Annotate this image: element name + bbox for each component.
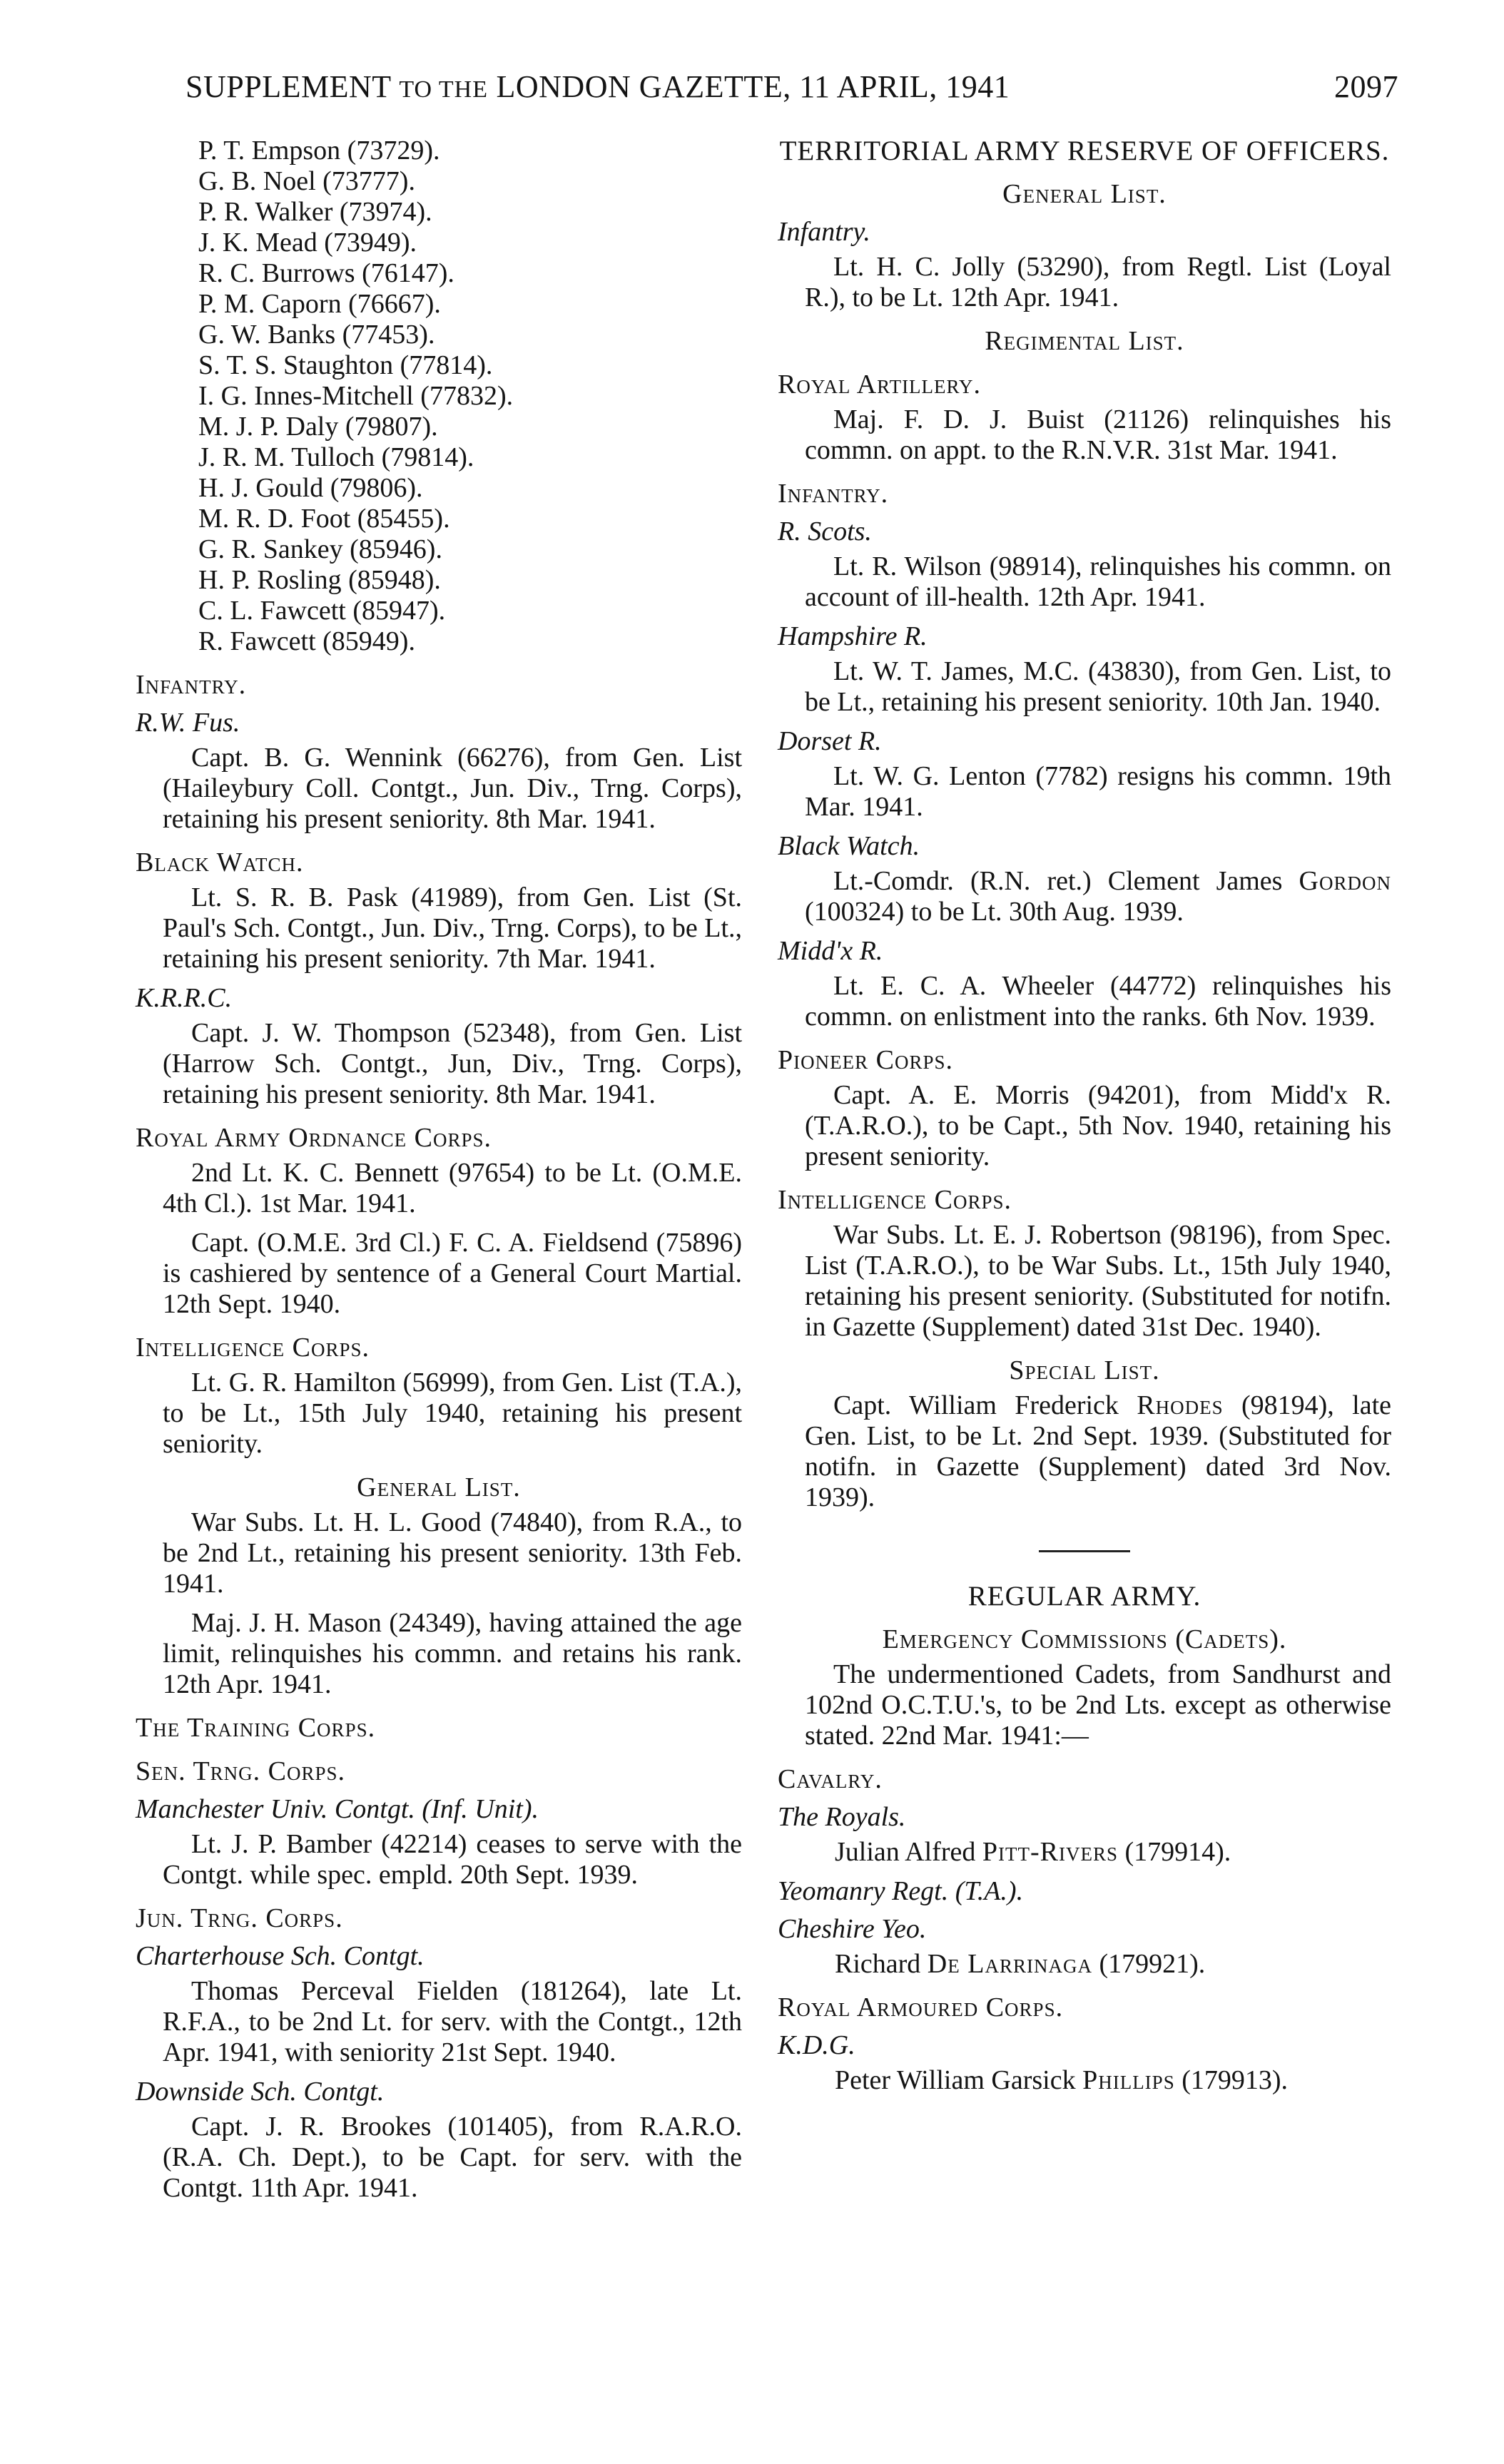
general-list-heading: General List. (1002, 179, 1167, 209)
entry-emergency: The undermentioned Cadets, from Sandhurst and 102nd O.C.T.U.'s, to be 2nd Lts. except as otherwise stated. 22nd Mar. 1941:— (805, 1659, 1391, 1751)
entry-cheshire (778, 1949, 1391, 1980)
list-item: S. T. S. Staughton (77814). (198, 350, 493, 380)
list-item: R. Fawcett (85949). (198, 626, 415, 656)
entry-general-list-2: Maj. J. H. Mason (24349), having attained the age limit, relinquishes his commn. and retains his rank. 12th Apr. 1941. (163, 1608, 742, 1699)
unit-cheshire: Cheshire Yeo. (778, 1914, 927, 1944)
entry-downside: Capt. J. R. Brookes (101405), from R.A.R.O. (R.A. Ch. Dept.), to be Capt. for serv. with the Contgt. 11th Apr. 1941. (163, 2112, 742, 2203)
unit-yeomanry: Yeomanry Regt. (T.A.). (778, 1876, 1024, 1906)
unit-royals: The Royals. (778, 1802, 906, 1832)
royal-artillery-heading: Royal Artillery. (778, 370, 982, 399)
entry-rscots: Lt. R. Wilson (98914), relinquishes his commn. on account of ill-health. 12th Apr. 1941. (805, 551, 1391, 612)
surname: Pitt-Rivers (982, 1837, 1118, 1867)
entry-text: (100324) to be Lt. 30th Aug. 1939. (805, 897, 1184, 927)
title-supplement: SUPPLEMENT (186, 69, 391, 104)
unit-downside: Downside Sch. Contgt. (136, 2077, 385, 2107)
intelligence-heading: Intelligence Corps. (778, 1185, 1012, 1215)
list-item: J. R. M. Tulloch (79814). (198, 442, 474, 472)
entry-raoc-1: 2nd Lt. K. C. Bennett (97654) to be Lt. (O.M.E. 4th Cl.). 1st Mar. 1941. (163, 1158, 742, 1218)
entry-text: Julian Alfred (835, 1837, 976, 1867)
list-item: H. P. Rosling (85948). (198, 565, 441, 595)
general-list-heading: General List. (357, 1472, 521, 1502)
unit-rwfus: R.W. Fus. (136, 708, 240, 738)
list-item: G. R. Sankey (85946). (198, 534, 442, 564)
unit-manchester: Manchester Univ. Contgt. (Inf. Unit). (136, 1794, 539, 1824)
page-header (186, 68, 1398, 111)
intelligence-heading: Intelligence Corps. (136, 1333, 370, 1363)
entry-black-watch: Lt. S. R. B. Pask (41989), from Gen. List (St. Paul's Sch. Contgt., Jun. Div., Trng. Corps), to be Lt., retaining his present seniority. 7th Mar. 1941. (163, 882, 742, 974)
entry-text: Capt. William Frederick (833, 1390, 1119, 1420)
regimental-list-heading: Regimental List. (985, 326, 1184, 356)
infantry-heading: Infantry. (778, 479, 889, 509)
entry-text: (179914). (1124, 1837, 1231, 1867)
entry-intelligence: War Subs. Lt. E. J. Robertson (98196), from Spec. List (T.A.R.O.), to be War Subs. Lt., 15th July 1940, retaining his present seniority. (Substituted for notifn. in Gazette (Supplement) dated 31st Dec. 1940). (805, 1220, 1391, 1342)
entry-special-list (778, 1390, 1391, 1513)
section-divider (1039, 1550, 1130, 1552)
right-column (778, 136, 1391, 2104)
surname: Rhodes (1137, 1390, 1224, 1420)
jun-trng-heading: Jun. Trng. Corps. (136, 1903, 343, 1933)
surname: De Larrinaga (927, 1949, 1092, 1979)
list-item: C. L. Fawcett (85947). (198, 596, 446, 626)
entry-charterhouse: Thomas Perceval Fielden (181264), late Lt. R.F.A., to be 2nd Lt. for serv. with the Contgt., 12th Apr. 1941, with seniority 21st Sept. 1940. (163, 1976, 742, 2067)
unit-charterhouse: Charterhouse Sch. Contgt. (136, 1941, 425, 1971)
pioneer-heading: Pioneer Corps. (778, 1045, 954, 1075)
entry-text: Richard (835, 1949, 921, 1979)
entry-krrc: Capt. J. W. Thompson (52348), from Gen. List (Harrow Sch. Contgt., Jun, Div., Trng. Corps), retaining his present seniority. 8th Mar. 1941. (163, 1018, 742, 1109)
raoc-heading: Royal Army Ordnance Corps. (136, 1123, 492, 1153)
entry-middx: Lt. E. C. A. Wheeler (44772) relinquishes his commn. on enlistment into the ranks. 6th Nov. 1939. (805, 971, 1391, 1032)
cavalry-heading: Cavalry. (778, 1764, 883, 1794)
sen-trng-heading: Sen. Trng. Corps. (136, 1756, 346, 1786)
entry-royal-artillery: Maj. F. D. J. Buist (21126) relinquishes his commn. on appt. to the R.N.V.R. 31st Mar. 1941. (805, 404, 1391, 465)
entry-raoc-2: Capt. (O.M.E. 3rd Cl.) F. C. A. Fieldsend (75896) is cashiered by sentence of a General Court Martial. 12th Sept. 1940. (163, 1228, 742, 1319)
entry-text: (179921). (1099, 1949, 1206, 1979)
list-item: P. T. Empson (73729). (198, 136, 440, 166)
infantry-heading: Infantry. (136, 670, 247, 700)
left-column (136, 136, 742, 2212)
title-to-the: TO THE (399, 76, 488, 103)
entry-black-watch (778, 866, 1391, 927)
entry-kdg (778, 2065, 1391, 2096)
list-item: H. J. Gould (79806). (198, 473, 423, 503)
black-watch-heading: Black Watch. (136, 847, 304, 877)
surname: Gordon (1299, 866, 1391, 896)
tar-heading: TERRITORIAL ARMY RESERVE OF OFFICERS. (779, 136, 1390, 166)
unit-hampshire: Hampshire R. (778, 621, 928, 651)
list-item: M. J. P. Daly (79807). (198, 412, 438, 442)
emergency-heading: Emergency Commissions (Cadets). (882, 1624, 1287, 1654)
special-list-heading: Special List. (1009, 1355, 1160, 1385)
entry-text: Peter William Garsick (835, 2065, 1076, 2095)
gazette-title (186, 68, 1010, 105)
title-gazette-date: LONDON GAZETTE, 11 APRIL, 1941 (496, 69, 1010, 104)
unit-rscots: R. Scots. (778, 516, 872, 546)
list-item: P. M. Caporn (76667). (198, 289, 441, 319)
unit-kdg: K.D.G. (778, 2030, 855, 2060)
entry-dorset: Lt. W. G. Lenton (7782) resigns his commn. 19th Mar. 1941. (805, 761, 1391, 822)
entry-manchester: Lt. J. P. Bamber (42214) ceases to serve with the Contgt. while spec. empld. 20th Sept. 1939. (163, 1829, 742, 1890)
rac-heading: Royal Armoured Corps. (778, 1992, 1064, 2022)
list-item: G. B. Noel (73777). (198, 166, 415, 196)
page-number: 2097 (1334, 69, 1398, 104)
unit-dorset: Dorset R. (778, 726, 882, 756)
unit-infantry: Infantry. (778, 217, 870, 247)
training-corps-heading: The Training Corps. (136, 1713, 376, 1743)
unit-middx: Midd'x R. (778, 936, 883, 966)
entry-pioneer: Capt. A. E. Morris (94201), from Midd'x R. (T.A.R.O.), to be Capt., 5th Nov. 1940, retaining his present seniority. (805, 1080, 1391, 1171)
list-item: P. R. Walker (73974). (198, 197, 432, 227)
surname: Phillips (1082, 2065, 1175, 2095)
entry-text: Lt.-Comdr. (R.N. ret.) Clement James (833, 866, 1283, 896)
entry-text: (98194), late Gen. List, to be Lt. 2nd Sept. 1939. (Substituted for notifn. in Gazette (Supplement) dated 3rd Nov. 1939). (805, 1390, 1391, 1512)
list-item: R. C. Burrows (76147). (198, 258, 454, 288)
list-item: M. R. D. Foot (85455). (198, 504, 450, 534)
regular-army-heading: REGULAR ARMY. (967, 1581, 1201, 1612)
entry-text: (179913). (1182, 2065, 1289, 2095)
unit-krrc: K.R.R.C. (136, 983, 233, 1013)
unit-black-watch: Black Watch. (778, 831, 920, 861)
list-item: G. W. Banks (77453). (198, 320, 435, 350)
entry-hampshire: Lt. W. T. James, M.C. (43830), from Gen. List, to be Lt., retaining his present seniority. 10th Jan. 1940. (805, 656, 1391, 717)
names-list (198, 136, 742, 657)
entry-royals (778, 1837, 1391, 1868)
entry-infantry: Lt. H. C. Jolly (53290), from Regtl. List (Loyal R.), to be Lt. 12th Apr. 1941. (805, 252, 1391, 312)
entry-intelligence: Lt. G. R. Hamilton (56999), from Gen. List (T.A.), to be Lt., 15th July 1940, retaining his present seniority. (163, 1368, 742, 1459)
entry-rwfus: Capt. B. G. Wennink (66276), from Gen. List (Haileybury Coll. Contgt., Jun. Div., Trng. Corps), retaining his present seniority. 8th Mar. 1941. (163, 743, 742, 834)
list-item: J. K. Mead (73949). (198, 228, 417, 258)
list-item: I. G. Innes-Mitchell (77832). (198, 381, 514, 411)
entry-general-list-1: War Subs. Lt. H. L. Good (74840), from R.A., to be 2nd Lt., retaining his present seniority. 13th Feb. 1941. (163, 1507, 742, 1599)
